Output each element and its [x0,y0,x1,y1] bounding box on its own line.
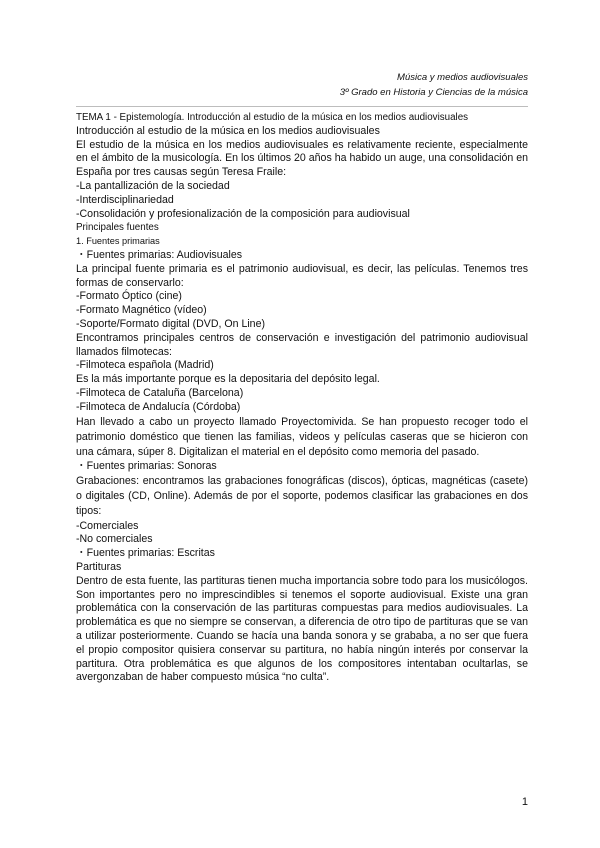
filmoteca-item: -Filmoteca de Cataluña (Barcelona) [76,386,244,399]
audiovisual-heading: ・Fuentes primarias: Audiovisuales [76,248,243,261]
filmoteca-item: -Filmoteca de Andalucía (Córdoba) [76,400,241,413]
cause-item: -Interdisciplinariedad [76,193,174,206]
header-divider [76,106,528,107]
running-header [340,70,528,100]
intro-heading: Introducción al estudio de la música en los medios audiovisuales [76,124,380,137]
sources-heading: Principales fuentes [76,222,159,234]
format-item: -Soporte/Formato digital (DVD, On Line) [76,317,265,330]
header-degree: 3º Grado en Historia y Ciencias de la música [339,87,528,98]
intro-paragraph: El estudio de la música en los medios audiovisuales es relativamente reciente, especialmente en el ámbito de la musicología. En los últimos 20 años ha habido un auge, una consolidación en España por tres causas según Teresa Fraile: [76,138,528,179]
audiovisual-paragraph: La principal fuente primaria es el patrimonio audiovisual, es decir, las películas. Tenemos tres formas de conservarlo: [76,262,528,289]
format-item: -Formato Magnético (vídeo) [76,304,207,317]
filmotecas-paragraph: Encontramos principales centros de conservación e investigación del patrimonio audiovisual llamados filmotecas: [76,331,528,358]
header-course: Música y medios audiovisuales [397,72,528,83]
proyecto-paragraph: Han llevado a cabo un proyecto llamado Proyectomivida. Se han propuesto recoger todo el patrimonio doméstico que tienen las familias, videos y películas caseras que se hicieron con una cámara, súper 8. Digitalizan el material en el depósito como memoria del pasado. [76,415,528,458]
filmoteca-note: Es la más importante porque es la depositaria del depósito legal. [76,373,380,386]
recording-type-item: -Comerciales [76,519,139,532]
partituras-heading: Partituras [76,560,122,573]
filmoteca-item: -Filmoteca española (Madrid) [76,359,214,372]
sonoras-heading: ・Fuentes primarias: Sonoras [76,460,217,473]
partituras-paragraph: Dentro de esta fuente, las partituras tienen mucha importancia sobre todo para los musicólogos. Son importantes pero no imprescindibles si tenemos el soporte audiovisual. Existe una gran problemática con la conservación de las partituras compuestas para medios audiovisuales. La problemática es que no siempre se conservan, a diferencia de otro tipo de partituras que se van a utilizar posteriormente. Cuando se hacía una banda sonora y se grababa, a no ser que fuera el propio compositor quisiera conservar su partitura, no había ningún interés por conservar la partitura. Otra problemática es que algunos de los compositores intentaban ocultarlas, se avergonzaban de haber compuesto música “no culta”. [76,574,528,684]
sonoras-paragraph: Grabaciones: encontramos las grabaciones fonográficas (discos), ópticas, magnéticas (casete) o digitales (CD, Online). Además de por el soporte, podemos clasificar las grabaciones en dos tipos: [76,474,528,518]
escritas-heading: ・Fuentes primarias: Escritas [76,547,215,560]
document-body [76,111,528,685]
page-title: TEMA 1 - Epistemología. Introducción al estudio de la música en los medios audiovisuales [76,112,469,123]
cause-item: -Consolidación y profesionalización de la composición para audiovisual [76,207,410,220]
format-item: -Formato Óptico (cine) [76,290,182,303]
primary-sources-heading: 1. Fuentes primarias [76,236,160,247]
cause-item: -La pantallización de la sociedad [76,179,230,192]
page-number: 1 [521,796,528,808]
recording-type-item: -No comerciales [76,533,153,546]
